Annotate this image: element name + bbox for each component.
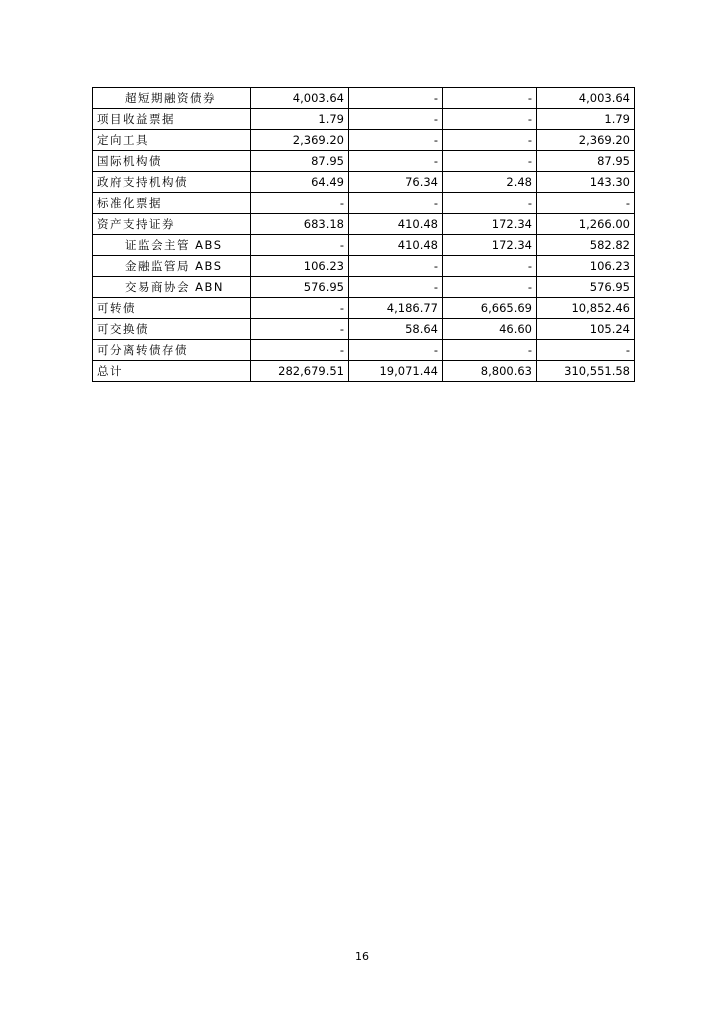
table-cell-value: - bbox=[537, 340, 635, 361]
row-label: 总计 bbox=[93, 361, 251, 382]
row-label: 超短期融资债券 bbox=[93, 88, 251, 109]
table-cell-value: 6,665.69 bbox=[443, 298, 537, 319]
row-label: 政府支持机构债 bbox=[93, 172, 251, 193]
table-cell-value: - bbox=[349, 88, 443, 109]
table-cell-value: 76.34 bbox=[349, 172, 443, 193]
table-row bbox=[93, 340, 635, 361]
table-cell-value: - bbox=[349, 109, 443, 130]
table-cell-value: - bbox=[349, 130, 443, 151]
table-cell-value: 172.34 bbox=[443, 235, 537, 256]
table-cell-value: 282,679.51 bbox=[251, 361, 349, 382]
table-cell-value: - bbox=[443, 340, 537, 361]
row-label: 项目收益票据 bbox=[93, 109, 251, 130]
table-cell-value: - bbox=[443, 130, 537, 151]
table-cell-value: 2.48 bbox=[443, 172, 537, 193]
row-label: 可交换债 bbox=[93, 319, 251, 340]
table-cell-value: 410.48 bbox=[349, 235, 443, 256]
table-cell-value: - bbox=[443, 151, 537, 172]
table-cell-value: - bbox=[443, 88, 537, 109]
table-row bbox=[93, 256, 635, 277]
table-cell-value: 8,800.63 bbox=[443, 361, 537, 382]
table-cell-value: 87.95 bbox=[251, 151, 349, 172]
table-cell-value: - bbox=[443, 277, 537, 298]
table-cell-value: 410.48 bbox=[349, 214, 443, 235]
row-label: 金融监管局 ABS bbox=[93, 256, 251, 277]
table-cell-value: 2,369.20 bbox=[537, 130, 635, 151]
table-cell-value: - bbox=[443, 256, 537, 277]
table-cell-value: - bbox=[349, 340, 443, 361]
table-cell-value: 10,852.46 bbox=[537, 298, 635, 319]
table-cell-value: 1.79 bbox=[251, 109, 349, 130]
table-cell-value: 4,186.77 bbox=[349, 298, 443, 319]
table-cell-value: - bbox=[251, 193, 349, 214]
table-cell-value: 683.18 bbox=[251, 214, 349, 235]
table-cell-value: - bbox=[443, 193, 537, 214]
table-cell-value: 172.34 bbox=[443, 214, 537, 235]
bond-statistics-table bbox=[92, 87, 635, 382]
table-row bbox=[93, 298, 635, 319]
table-cell-value: - bbox=[443, 109, 537, 130]
table-cell-value: - bbox=[349, 151, 443, 172]
page-number: 16 bbox=[355, 950, 369, 963]
table-cell-value: - bbox=[537, 193, 635, 214]
table-row bbox=[93, 214, 635, 235]
table-cell-value: 46.60 bbox=[443, 319, 537, 340]
row-label: 可转债 bbox=[93, 298, 251, 319]
table-cell-value: 143.30 bbox=[537, 172, 635, 193]
row-label: 国际机构债 bbox=[93, 151, 251, 172]
table-cell-value: 4,003.64 bbox=[251, 88, 349, 109]
table-cell-value: 87.95 bbox=[537, 151, 635, 172]
table-cell-value: 582.82 bbox=[537, 235, 635, 256]
table-cell-value: 4,003.64 bbox=[537, 88, 635, 109]
table-row bbox=[93, 193, 635, 214]
table-cell-value: - bbox=[251, 340, 349, 361]
table-row bbox=[93, 109, 635, 130]
table-row bbox=[93, 361, 635, 382]
table-cell-value: - bbox=[349, 277, 443, 298]
table-cell-value: - bbox=[349, 193, 443, 214]
row-label: 可分离转债存债 bbox=[93, 340, 251, 361]
table-cell-value: 2,369.20 bbox=[251, 130, 349, 151]
table-cell-value: - bbox=[349, 256, 443, 277]
table-cell-value: 310,551.58 bbox=[537, 361, 635, 382]
table-row bbox=[93, 319, 635, 340]
table-cell-value: - bbox=[251, 298, 349, 319]
table-cell-value: - bbox=[251, 319, 349, 340]
table-row bbox=[93, 151, 635, 172]
table-row bbox=[93, 235, 635, 256]
row-label: 交易商协会 ABN bbox=[93, 277, 251, 298]
table-row bbox=[93, 88, 635, 109]
row-label: 标准化票据 bbox=[93, 193, 251, 214]
table-cell-value: - bbox=[251, 235, 349, 256]
table-row bbox=[93, 172, 635, 193]
table-cell-value: 576.95 bbox=[251, 277, 349, 298]
table-row bbox=[93, 277, 635, 298]
table-cell-value: 19,071.44 bbox=[349, 361, 443, 382]
table-cell-value: 106.23 bbox=[251, 256, 349, 277]
table-row bbox=[93, 130, 635, 151]
table-cell-value: 106.23 bbox=[537, 256, 635, 277]
table-cell-value: 576.95 bbox=[537, 277, 635, 298]
table-cell-value: 58.64 bbox=[349, 319, 443, 340]
table-cell-value: 64.49 bbox=[251, 172, 349, 193]
table-cell-value: 1.79 bbox=[537, 109, 635, 130]
table-body bbox=[93, 88, 635, 382]
row-label: 定向工具 bbox=[93, 130, 251, 151]
row-label: 证监会主管 ABS bbox=[93, 235, 251, 256]
row-label: 资产支持证券 bbox=[93, 214, 251, 235]
table-cell-value: 105.24 bbox=[537, 319, 635, 340]
table-cell-value: 1,266.00 bbox=[537, 214, 635, 235]
